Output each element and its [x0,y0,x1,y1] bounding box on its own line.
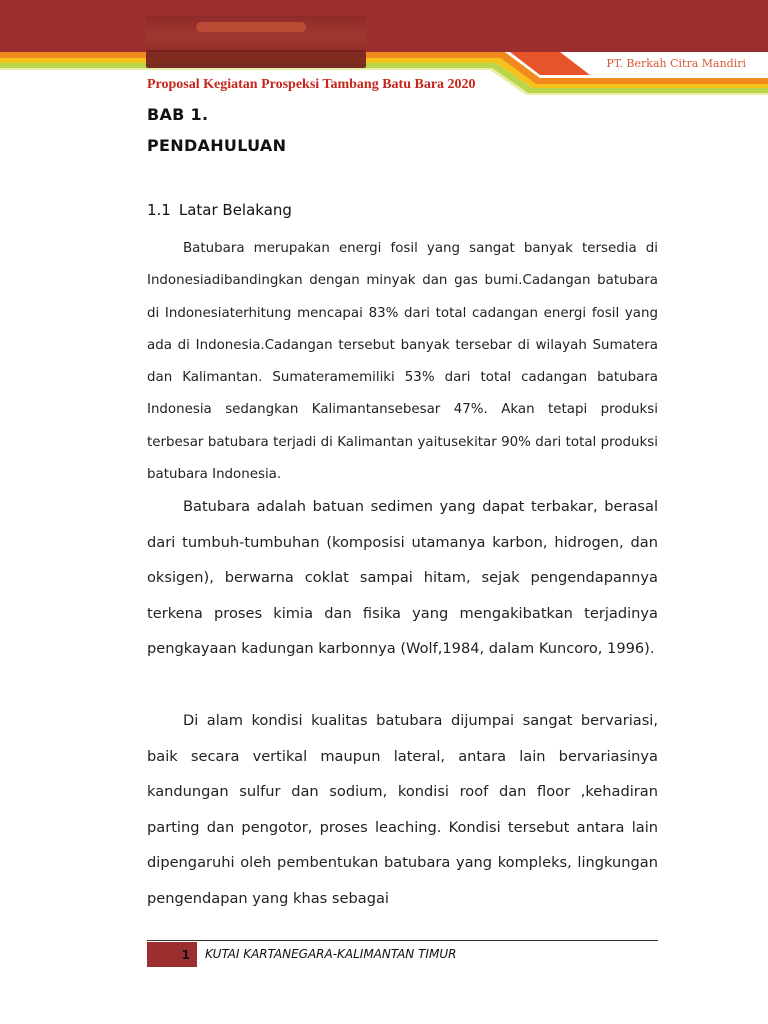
section-number: 1.1 [147,201,171,219]
chapter-number: BAB 1. [147,105,209,124]
section-heading [147,201,292,219]
photo-ground [146,50,366,68]
page-number: 1 [147,942,197,967]
paragraph: Batubara merupakan energi fosil yang sangat banyak tersedia di Indonesiadibandingkan dengan minyak dan gas bumi.Cadangan batubara di Indonesiaterhitung mencapai 83% dari total cadangan energi fosil yang ada di Indonesia.Cadangan tersebut banyak tersebar di wilayah Sumatera dan Kalimantan. Sumateramemiliki 53% dari total cadangan batubara Indonesia sedangkan Kalimantansebesar 47%. Akan tetapi produksi terbesar batubara terjadi di Kalimantan yaitusekitar 90% dari total produksi batubara Indonesia. [147,241,658,483]
paragraph: Di alam kondisi kualitas batubara dijumpai sangat bervariasi, baik secara vertikal maupun lateral, antara lain bervariasinya kandungan sulfur dan sodium, kondisi roof dan floor ,kehadiran parting dan pengotor, proses leaching. Kondisi tersebut antara lain dipengaruhi oleh pembentukan batubara yang kompleks, lingkungan pengendapan yang khas sebagai [147,712,658,907]
company-name: PT. Berkah Citra Mandiri [606,57,746,70]
photo-truck [196,22,306,32]
chapter-title: PENDAHULUAN [147,136,287,155]
document-title: Proposal Kegiatan Prospeksi Tambang Batu Bara 2020 [147,77,476,92]
header-mining-photo [146,16,366,68]
paragraph: Batubara adalah batuan sedimen yang dapat terbakar, berasal dari tumbuh-tumbuhan (komposisi utamanya karbon, hidrogen, dan oksigen), berwarna coklat sampai hitam, sejak pengendapannya terkena proses kimia dan fisika yang mengakibatkan terjadinya pengkayaan kadungan karbonnya (Wolf,1984, dalam Kuncoro, 1996). [147,498,658,657]
section-title: Latar Belakang [178,201,292,219]
footer-divider [147,940,658,941]
footer-location: KUTAI KARTANEGARA-KALIMANTAN TIMUR [205,947,457,961]
